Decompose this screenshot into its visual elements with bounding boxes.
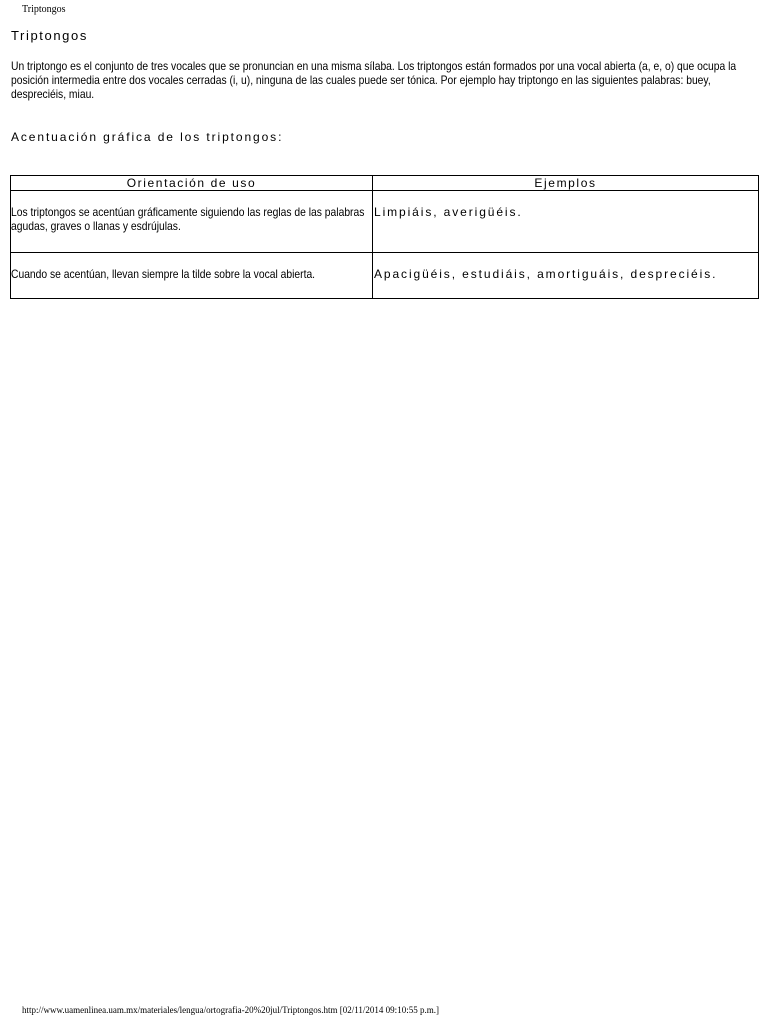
table-row	[11, 191, 759, 253]
column-header-examples: Ejemplos	[373, 176, 759, 191]
orientation-cell	[11, 191, 373, 253]
document-header-title: Triptongos	[22, 4, 66, 15]
orientation-text: Los triptongos se acentúan gráficamente siguiendo las reglas de las palabras agudas, graves o llanas y esdrújulas.	[11, 205, 365, 233]
examples-cell	[373, 191, 759, 253]
orientation-text: Cuando se acentúan, llevan siempre la tilde sobre la vocal abierta.	[11, 267, 316, 281]
orientation-cell	[11, 253, 373, 299]
examples-text: Limpiáis, averigüéis.	[374, 205, 523, 219]
examples-cell	[373, 253, 759, 299]
accentuation-table	[10, 175, 759, 299]
examples-text: Apacigüéis, estudiáis, amortiguáis, despreciéis.	[374, 267, 718, 281]
page-footer-url: http://www.uamenlinea.uam.mx/materiales/lengua/ortografia-20%20jul/Triptongos.htm [02/11/2014 09:10:55 p.m.]	[22, 1005, 439, 1015]
intro-paragraph: Un triptongo es el conjunto de tres vocales que se pronuncian en una misma sílaba. Los triptongos están formados por una vocal abierta (a, e, o) que ocupa la posición intermedia entre dos vocales cerradas (i, u), ninguna de las cuales puede ser tónica. Por ejemplo hay triptongo en las siguientes palabras: buey, despreciéis, miau.	[11, 59, 737, 101]
page-title: Triptongos	[11, 28, 88, 43]
column-header-orientation: Orientación de uso	[11, 176, 373, 191]
section-title: Acentuación gráfica de los triptongos:	[11, 130, 284, 144]
table-row	[11, 253, 759, 299]
table-header-row	[11, 176, 759, 191]
